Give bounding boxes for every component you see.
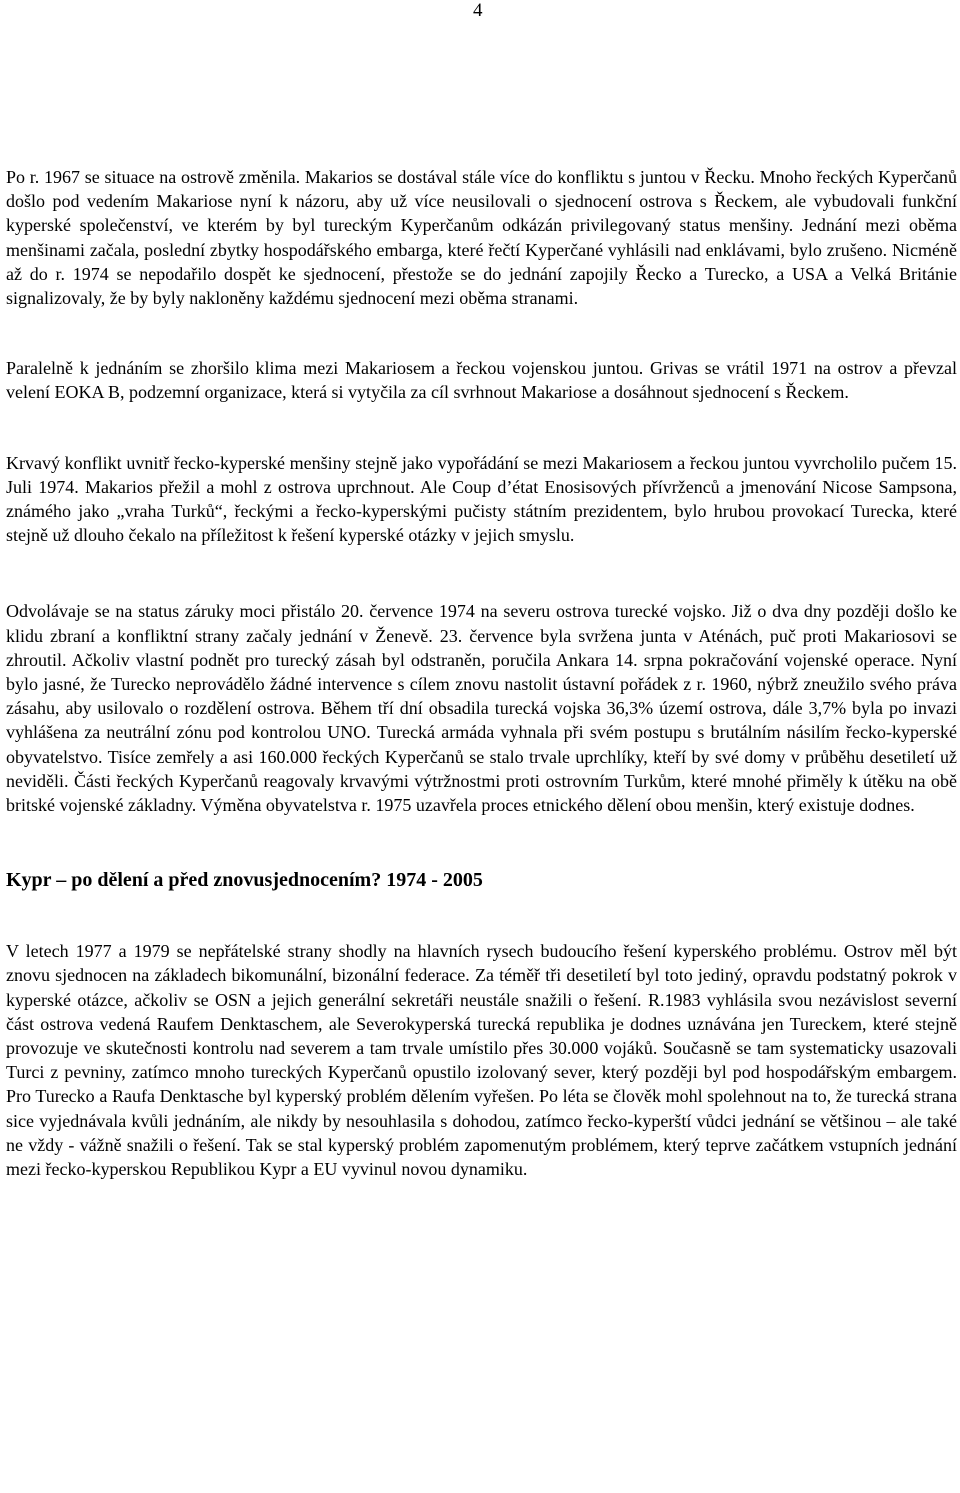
paragraph-spacer [6,893,957,939]
paragraph-spacer [6,547,957,599]
paragraph-turkish-invasion: Odvolávaje se na status záruky moci přistálo 20. července 1974 na severu ostrova turecké vojsko. Již o dva dny později došlo ke klidu zbraní a konfliktní strany začaly jednání v Ženevě. 23. července byla svržena junta v Aténách, puč proti Makariosovi se zhroutil. Ačkoliv vlastní podnět pro turecký zásah byl odstraněn, poručila Ankara 14. srpna pokračování vojenské operace. Nyní bylo jasné, že Turecko neprovádělo žádné intervence s cílem znovu nastolit ústavní pořádek z r. 1960, nýbrž zneužilo svého práva zásahu, aby usilovalo o rozdělení ostrova. Během tří dní obsadila turecká vojska 36,3% území ostrova, dále 3,7% byla po invazi vyhlášena za neutrální zónu pod kontrolou UNO. Turecká armáda vyhnala při svém postupu s brutálním násilím řecko-kyperské obyvatelstvo. Tisíce zemřely a asi 160.000 řeckých Kyperčanů se stalo trvale uprchlíky, kteří by své domy v průběhu desetiletí už neviděli. Části řeckých Kyperčanů reagovaly krvavými výtržnostmi proti ostrovním Turkům, které mnohé přiměly k útěku na obě britské vojenské základny. Výměna obyvatelstva r. 1975 uzavřela proces etnického dělení obou menšin, který existuje dodnes. [6,601,957,816]
page-number: 4 [473,0,483,21]
section-heading: Kypr – po dělení a před znovusjednocením? 1974 - 2005 [6,869,483,892]
paragraph-makarios-1967: Po r. 1967 se situace na ostrově změnila. Makarios se dostával stále více do konfliktu s juntou v Řecku. Mnoho řeckých Kyperčanů došlo pod vedením Makariose nyní k názoru, aby už více neusilovali o sjednocení ostrova s Řeckem, ale vybudovali funkční kyperské společenství, ve kterém by byl tureckým Kyperčanům odkázán privilegovaný status menšiny. Jednání mezi oběma menšinami začala, poslední zbytky hospodářského embarga, které řečtí Kyperčané vyhlásili nad enklávami, bylo zrušeno. Nicméně až do r. 1974 se nepodařilo dospět ke sjednocení, přestože se do jednání zapojily Řecko a Turecko, a USA a Velká Británie signalizovaly, že by byly nakloněny každému sjednocení mezi oběma stranami. [6,167,957,309]
paragraph-coup-1974: Krvavý konflikt uvnitř řecko-kyperské menšiny stejně jako vypořádání se mezi Makariosem a řeckou juntou vyvrcholilo pučem 15. Juli 1974. Makarios přežil a mohl z ostrova uprchnout. Ale Coup d’état Enosisových přívrženců a jmenování Nicose Sampsona, známého jako „vraha Turků“, řeckými a řecko-kyperskými pučisty státním prezidentem, bylo hrubou provokací Turecka, které stejně už dlouho čekalo na příležitost k řešení kyperské otázky v jejich smyslu. [6,452,957,546]
paragraph-spacer [6,405,957,451]
paragraph-grivas-eoka: Paralelně k jednáním se zhoršilo klima mezi Makariosem a řeckou vojenskou juntou. Grivas se vrátil 1971 na ostrov a převzal velení EOKA B, podzemní organizace, která si vytyčila za cíl svrhnout Makariose a dosáhnout sjednocení s Řeckem. [6,358,957,403]
paragraph-spacer [6,817,957,867]
paragraph-spacer [6,310,957,356]
document-body [6,165,957,1181]
paragraph-division-negotiations: V letech 1977 a 1979 se nepřátelské strany shodly na hlavních rysech budoucího řešení kyperského problému. Ostrov měl být znovu sjednocen na základech bikomunální, bizonální federace. Za téměř tři desetiletí byl toto jediný, opravdu podstatný pokrok v kyperské otázce, ačkoliv se OSN a jejich generální sekretáři neustále snažili o řešení. R.1983 vyhlásila svou nezávislost severní část ostrova vedená Raufem Denktaschem, ale Severokyperská turecká republika je dodnes uznávána jen Tureckem, které stejně provozuje ve skutečnosti kontrolu nad severem a tam trvale umístilo přes 30.000 vojáků. Současně se tam systematicky usazovali Turci z pevniny, zatímco mnoho tureckých Kyperčanů opustilo izolovaný sever, který později byl pod hospodářským embargem. Pro Turecko a Raufa Denktasche byl kyperský problém dělením vyřešen. Po léta se člověk mohl spolehnout na to, že turecká strana sice vyjednávala kvůli jednáním, ale nikdy by nesouhlasila s dohodou, zatímco řecko-kyperští vůdci jednání se většinou – ale také ne vždy - vážně snažili o řešení. Tak se stal kyperský problém zapomenutým problémem, který teprve začátkem vstupních jednání mezi řecko-kyperskou Republikou Kypr a EU vyvinul novou dynamiku. [6,941,957,1180]
